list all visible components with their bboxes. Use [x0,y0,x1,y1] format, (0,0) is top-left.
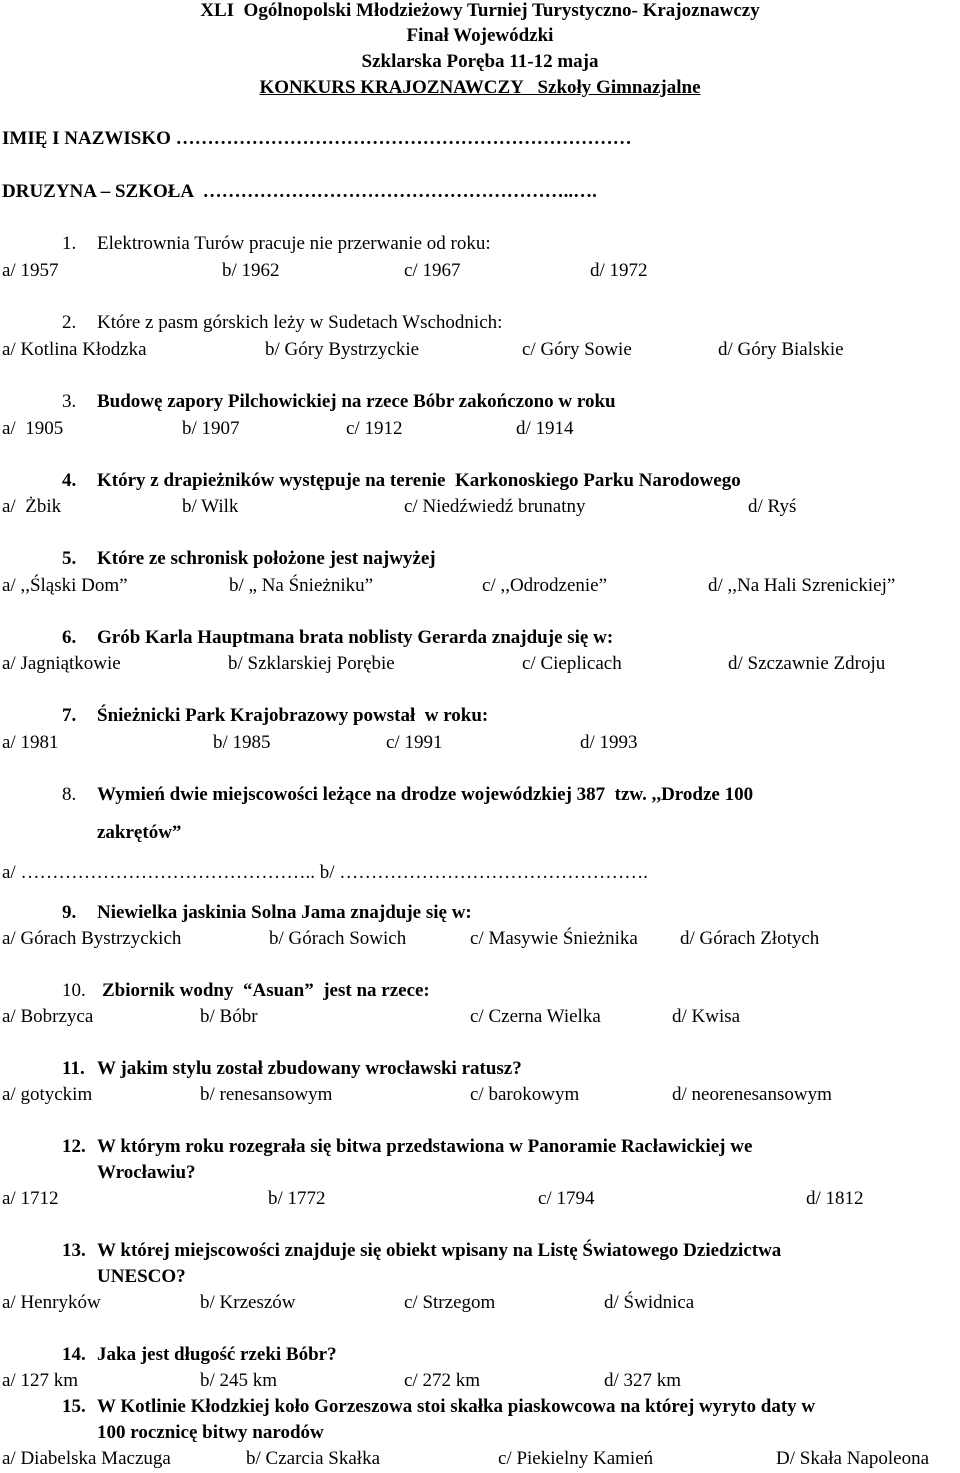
header-line-1: XLI Ogólnopolski Młodzieżowy Turniej Turystyczno- Krajoznawczy [200,0,760,21]
question-3-option-a[interactable]: a/ 1905 [2,418,64,439]
question-1-text: Elektrownia Turów pracuje nie przerwanie od roku: [97,233,491,254]
question-1-option-b[interactable]: b/ 1962 [222,260,280,281]
question-14-option-d[interactable]: d/ 327 km [604,1370,682,1391]
question-8-text: Wymień dwie miejscowości leżące na drodze wojewódzkiej 387 tzw. ,,Drodze 100 [97,784,754,805]
question-13-text-cont: UNESCO? [97,1266,186,1287]
question-6-option-c[interactable]: c/ Cieplicach [522,653,622,674]
question-14-option-c[interactable]: c/ 272 km [404,1370,480,1391]
question-4-option-a[interactable]: a/ Żbik [2,496,62,517]
question-1-option-c[interactable]: c/ 1967 [404,260,461,281]
question-7-option-c[interactable]: c/ 1991 [386,732,443,753]
question-7-number: 7. [62,705,77,726]
question-15-option-b[interactable]: b/ Czarcia Skałka [246,1448,381,1469]
question-4-option-b[interactable]: b/ Wilk [182,496,239,517]
question-9-option-a[interactable]: a/ Górach Bystrzyckich [2,928,182,949]
question-5-option-d[interactable]: d/ ,,Na Hali Szrenickiej” [708,575,896,596]
question-9-text: Niewielka jaskinia Solna Jama znajduje się w: [97,902,472,923]
question-11-number: 11. [62,1058,85,1079]
question-12-text-cont: Wrocławiu? [97,1162,196,1183]
question-14-text: Jaka jest długość rzeki Bóbr? [97,1344,337,1365]
question-2-option-b[interactable]: b/ Góry Bystrzyckie [265,339,420,360]
question-2-number: 2. [62,312,77,333]
question-12-option-c[interactable]: c/ 1794 [538,1188,595,1209]
question-13-option-d[interactable]: d/ Świdnica [604,1292,695,1313]
question-1-option-a[interactable]: a/ 1957 [2,260,59,281]
question-6-option-b[interactable]: b/ Szklarskiej Porębie [228,653,395,674]
question-11-option-b[interactable]: b/ renesansowym [200,1084,333,1105]
question-6-number: 6. [62,627,77,648]
question-8-answer-lines[interactable]: a/ ……………………………………….. b/ …………………………………………. [2,862,648,883]
question-9-number: 9. [62,902,77,923]
question-5-option-a[interactable]: a/ ,,Śląski Dom” [2,575,128,596]
question-12-number: 12. [62,1136,86,1157]
question-4-text: Który z drapieżników występuje na terenie Karkonoskiego Parku Narodowego [97,470,741,491]
question-7-option-b[interactable]: b/ 1985 [213,732,271,753]
header-line-2: Finał Wojewódzki [406,25,554,46]
question-10-option-c[interactable]: c/ Czerna Wielka [470,1006,601,1027]
question-15-option-d[interactable]: D/ Skała Napoleona [776,1448,930,1469]
question-13-number: 13. [62,1240,86,1261]
question-3-option-d[interactable]: d/ 1914 [516,418,574,439]
question-12-option-d[interactable]: d/ 1812 [806,1188,864,1209]
header-line-3: Szklarska Poręba 11-12 maja [361,51,599,72]
question-8-text-cont: zakrętów” [97,822,182,843]
question-4-number: 4. [62,470,77,491]
question-15-option-a[interactable]: a/ Diabelska Maczuga [2,1448,171,1469]
question-11-option-d[interactable]: d/ neorenesansowym [672,1084,832,1105]
question-3-option-c[interactable]: c/ 1912 [346,418,403,439]
question-15-number: 15. [62,1396,86,1417]
question-13-text: W której miejscowości znajduje się obiekt wpisany na Listę Światowego Dziedzictwa [97,1240,782,1261]
question-9-option-c[interactable]: c/ Masywie Śnieżnika [470,928,638,949]
question-14-option-a[interactable]: a/ 127 km [2,1370,78,1391]
name-field[interactable]: IMIĘ I NAZWISKO ……………………………………………………………… [2,128,632,149]
question-5-option-b[interactable]: b/ „ Na Śnieżniku” [229,575,374,596]
question-14-number: 14. [62,1344,86,1365]
question-3-option-b[interactable]: b/ 1907 [182,418,240,439]
question-6-text: Grób Karla Hauptmana brata noblisty Gerarda znajduje się w: [97,627,614,648]
question-9-option-d[interactable]: d/ Górach Złotych [680,928,820,949]
question-4-option-c[interactable]: c/ Niedźwiedź brunatny [404,496,586,517]
question-3-number: 3. [62,391,77,412]
question-15-text: W Kotlinie Kłodzkiej koło Gorzeszowa stoi skałka piaskowcowa na której wyryto daty w [97,1396,816,1417]
question-2-text: Które z pasm górskich leży w Sudetach Wschodnich: [97,312,503,333]
question-10-option-d[interactable]: d/ Kwisa [672,1006,741,1027]
question-11-option-c[interactable]: c/ barokowym [470,1084,580,1105]
question-8-number: 8. [62,784,77,805]
question-15-option-c[interactable]: c/ Piekielny Kamień [498,1448,654,1469]
team-field[interactable]: DRUZYNA – SZKOŁA …………………………………………………..…. [2,181,597,202]
question-12-option-a[interactable]: a/ 1712 [2,1188,59,1209]
question-10-text: Zbiornik wodny “Asuan” jest na rzece: [102,980,430,1001]
question-12-text: W którym roku rozegrała się bitwa przedstawiona w Panoramie Racławickiej we [97,1136,753,1157]
question-1-option-d[interactable]: d/ 1972 [590,260,648,281]
question-5-number: 5. [62,548,77,569]
question-10-number: 10. [62,980,86,1001]
question-5-text: Które ze schronisk położone jest najwyżej [97,548,436,569]
question-2-option-c[interactable]: c/ Góry Sowie [522,339,632,360]
question-5-option-c[interactable]: c/ ,,Odrodzenie” [482,575,608,596]
question-13-option-a[interactable]: a/ Henryków [2,1292,101,1313]
question-1-number: 1. [62,233,77,254]
question-6-option-a[interactable]: a/ Jagniątkowie [2,653,121,674]
question-13-option-b[interactable]: b/ Krzeszów [200,1292,296,1313]
question-7-option-a[interactable]: a/ 1981 [2,732,59,753]
question-9-option-b[interactable]: b/ Górach Sowich [269,928,407,949]
question-13-option-c[interactable]: c/ Strzegom [404,1292,496,1313]
question-7-option-d[interactable]: d/ 1993 [580,732,638,753]
question-11-option-a[interactable]: a/ gotyckim [2,1084,93,1105]
question-14-option-b[interactable]: b/ 245 km [200,1370,278,1391]
question-6-option-d[interactable]: d/ Szczawnie Zdroju [728,653,886,674]
question-3-text: Budowę zapory Pilchowickiej na rzece Bóbr zakończono w roku [97,391,616,412]
question-10-option-a[interactable]: a/ Bobrzyca [2,1006,94,1027]
header-line-4: KONKURS KRAJOZNAWCZY Szkoły Gimnazjalne [259,77,701,98]
question-7-text: Śnieżnicki Park Krajobrazowy powstał w roku: [97,705,489,726]
question-11-text: W jakim stylu został zbudowany wrocławski ratusz? [97,1058,522,1079]
question-15-text-cont: 100 rocznicę bitwy narodów [97,1422,324,1443]
question-10-option-b[interactable]: b/ Bóbr [200,1006,258,1027]
question-4-option-d[interactable]: d/ Ryś [748,496,797,517]
question-12-option-b[interactable]: b/ 1772 [268,1188,326,1209]
question-2-option-a[interactable]: a/ Kotlina Kłodzka [2,339,147,360]
question-2-option-d[interactable]: d/ Góry Bialskie [718,339,844,360]
